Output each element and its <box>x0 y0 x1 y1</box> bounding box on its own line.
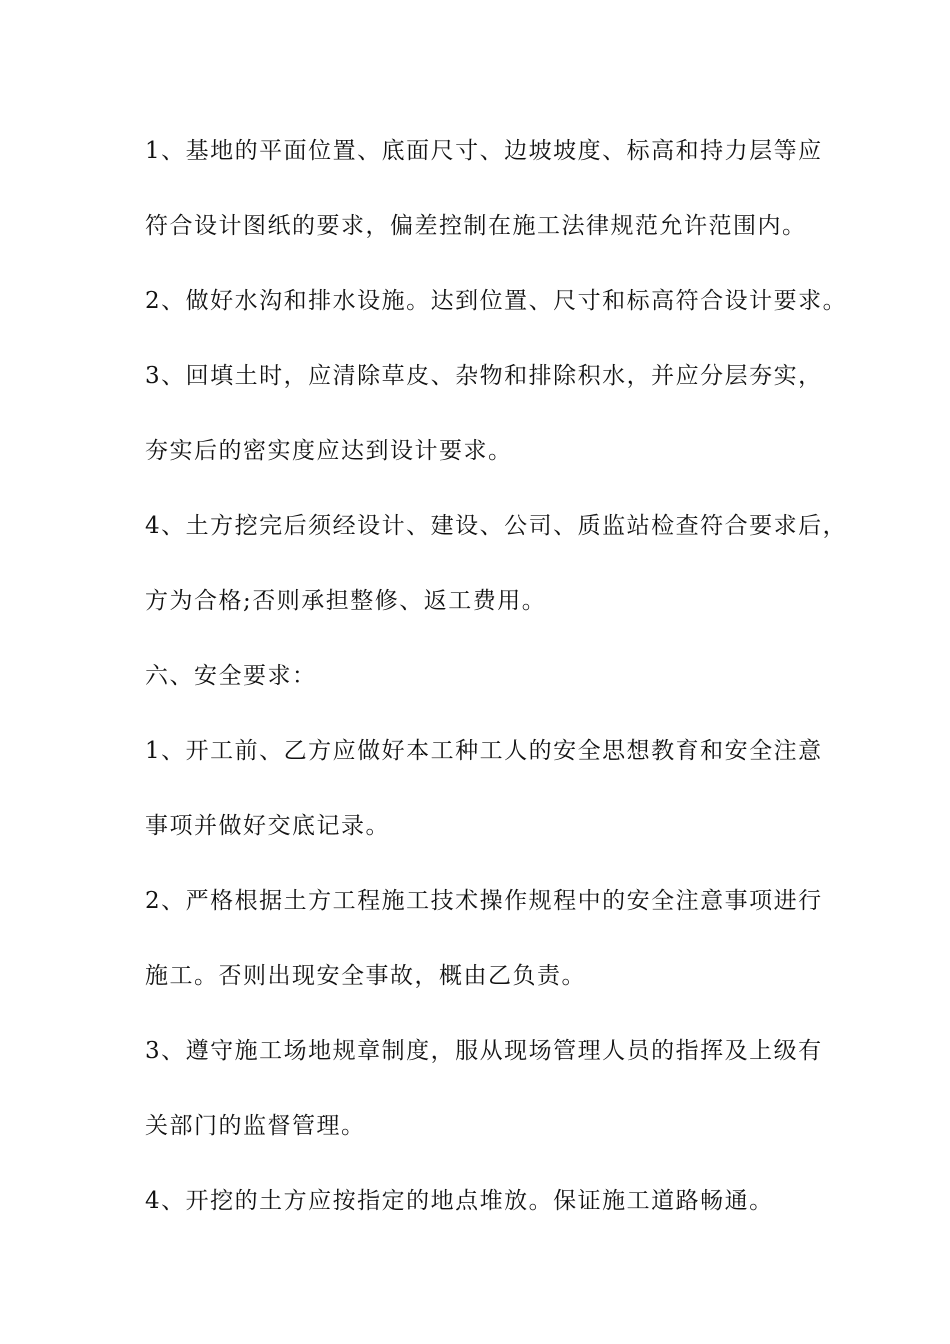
text-line: 4、土方挖完后须经设计、建设、公司、质监站检查符合要求后， <box>145 513 848 539</box>
text-line: 施工。否则出现安全事故，概由乙负责。 <box>145 963 586 989</box>
text-line: 4、开挖的土方应按指定的地点堆放。保证施工道路畅通。 <box>145 1188 774 1214</box>
text-line: 2、严格根据土方工程施工技术操作规程中的安全注意事项进行 <box>145 888 823 914</box>
text-line: 1、基地的平面位置、底面尺寸、边坡坡度、标高和持力层等应 <box>145 138 823 164</box>
text-line: 夯实后的密实度应达到设计要求。 <box>145 438 513 464</box>
section-heading: 六、安全要求： <box>145 663 317 689</box>
text-line: 3、回填土时，应清除草皮、杂物和排除积水，并应分层夯实， <box>145 363 823 389</box>
text-line: 方为合格;否则承担整修、返工费用。 <box>145 588 547 614</box>
text-line: 2、做好水沟和排水设施。达到位置、尺寸和标高符合设计要求。 <box>145 288 848 314</box>
text-line: 事项并做好交底记录。 <box>145 813 390 839</box>
text-line: 1、开工前、乙方应做好本工种工人的安全思想教育和安全注意 <box>145 738 823 764</box>
text-line: 3、遵守施工场地规章制度，服从现场管理人员的指挥及上级有 <box>145 1038 823 1064</box>
text-line: 关部门的监督管理。 <box>145 1113 366 1139</box>
text-line: 符合设计图纸的要求，偏差控制在施工法律规范允许范围内。 <box>145 213 807 239</box>
